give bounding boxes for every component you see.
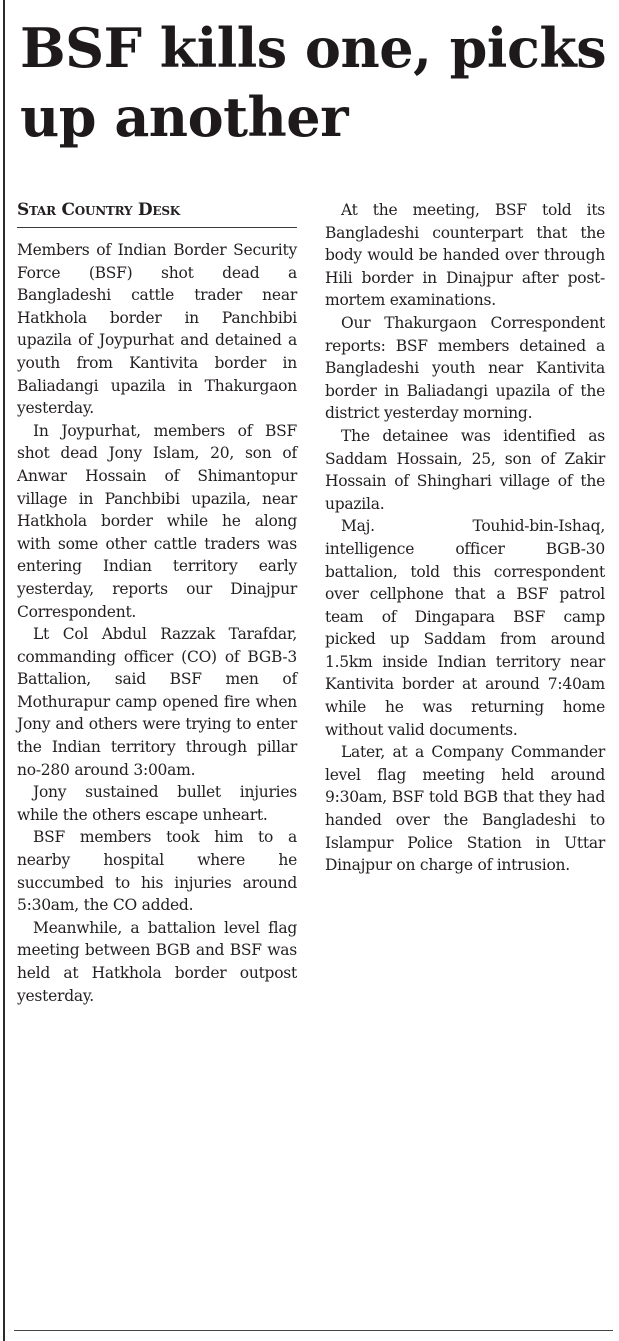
left-column — [17, 199, 297, 1007]
paragraph: Jony sustained bullet injuries while the others escape unheart. — [17, 783, 297, 824]
paragraph: Maj. Touhid-bin-Ishaq, intelligence officer BGB-30 battalion, told this correspondent over cellphone that a BSF patrol team of Dingapara BSF camp picked up Saddam from around 1.5km inside Indian territory near Kantivita border at around 7:40am while he was returning home without valid documents. — [325, 517, 605, 739]
byline: Star Country Desk — [17, 199, 297, 228]
paragraph: Our Thakurgaon Correspondent reports: BSF members detained a Bangladeshi youth near Kantivita border in Baliadangi upazila of the district yesterday morning. — [325, 313, 605, 423]
paragraph: Members of Indian Border Security Force (BSF) shot dead a Bangladeshi cattle trader near Hatkhola border in Panchbibi upazila of Joypurhat and detained a youth from Kantivita border in Baliadangi upazila in Thakurgaon yesterday. — [17, 241, 297, 418]
headline: BSF kills one, picks up another — [20, 16, 607, 149]
paragraph: The detainee was identified as Saddam Hossain, 25, son of Zakir Hossain of Shinghari village of the upazila. — [325, 426, 605, 513]
paragraph: Meanwhile, a battalion level flag meeting between BGB and BSF was held at Hatkhola border outpost yesterday. — [17, 918, 297, 1005]
bottom-rule — [14, 1330, 613, 1331]
paragraph: In Joypurhat, members of BSF shot dead Jony Islam, 20, son of Anwar Hossain of Shimantopur village in Panchbibi upazila, near Hatkhola border while he along with some other cattle traders was entering Indian territory early yesterday, reports our Dinajpur Correspondent. — [17, 421, 297, 621]
paragraph: Lt Col Abdul Razzak Tarafdar, commanding officer (CO) of BGB-3 Battalion, said BSF men of Mothurapur camp opened fire when Jony and others were trying to enter the Indian territory through pillar no-280 around 3:00am. — [17, 625, 297, 779]
right-column — [325, 199, 605, 877]
paragraph: Later, at a Company Commander level flag meeting held around 9:30am, BSF told BGB that they had handed over the Bangladeshi to Islampur Police Station in Uttar Dinajpur on charge of intrusion. — [325, 743, 605, 875]
paragraph: At the meeting, BSF told its Bangladeshi counterpart that the body would be handed over through Hili border in Dinajpur after post-mortem examinations. — [325, 201, 605, 310]
left-column-rule — [3, 0, 5, 1341]
paragraph: BSF members took him to a nearby hospital where he succumbed to his injuries around 5:30am, the CO added. — [17, 828, 297, 915]
